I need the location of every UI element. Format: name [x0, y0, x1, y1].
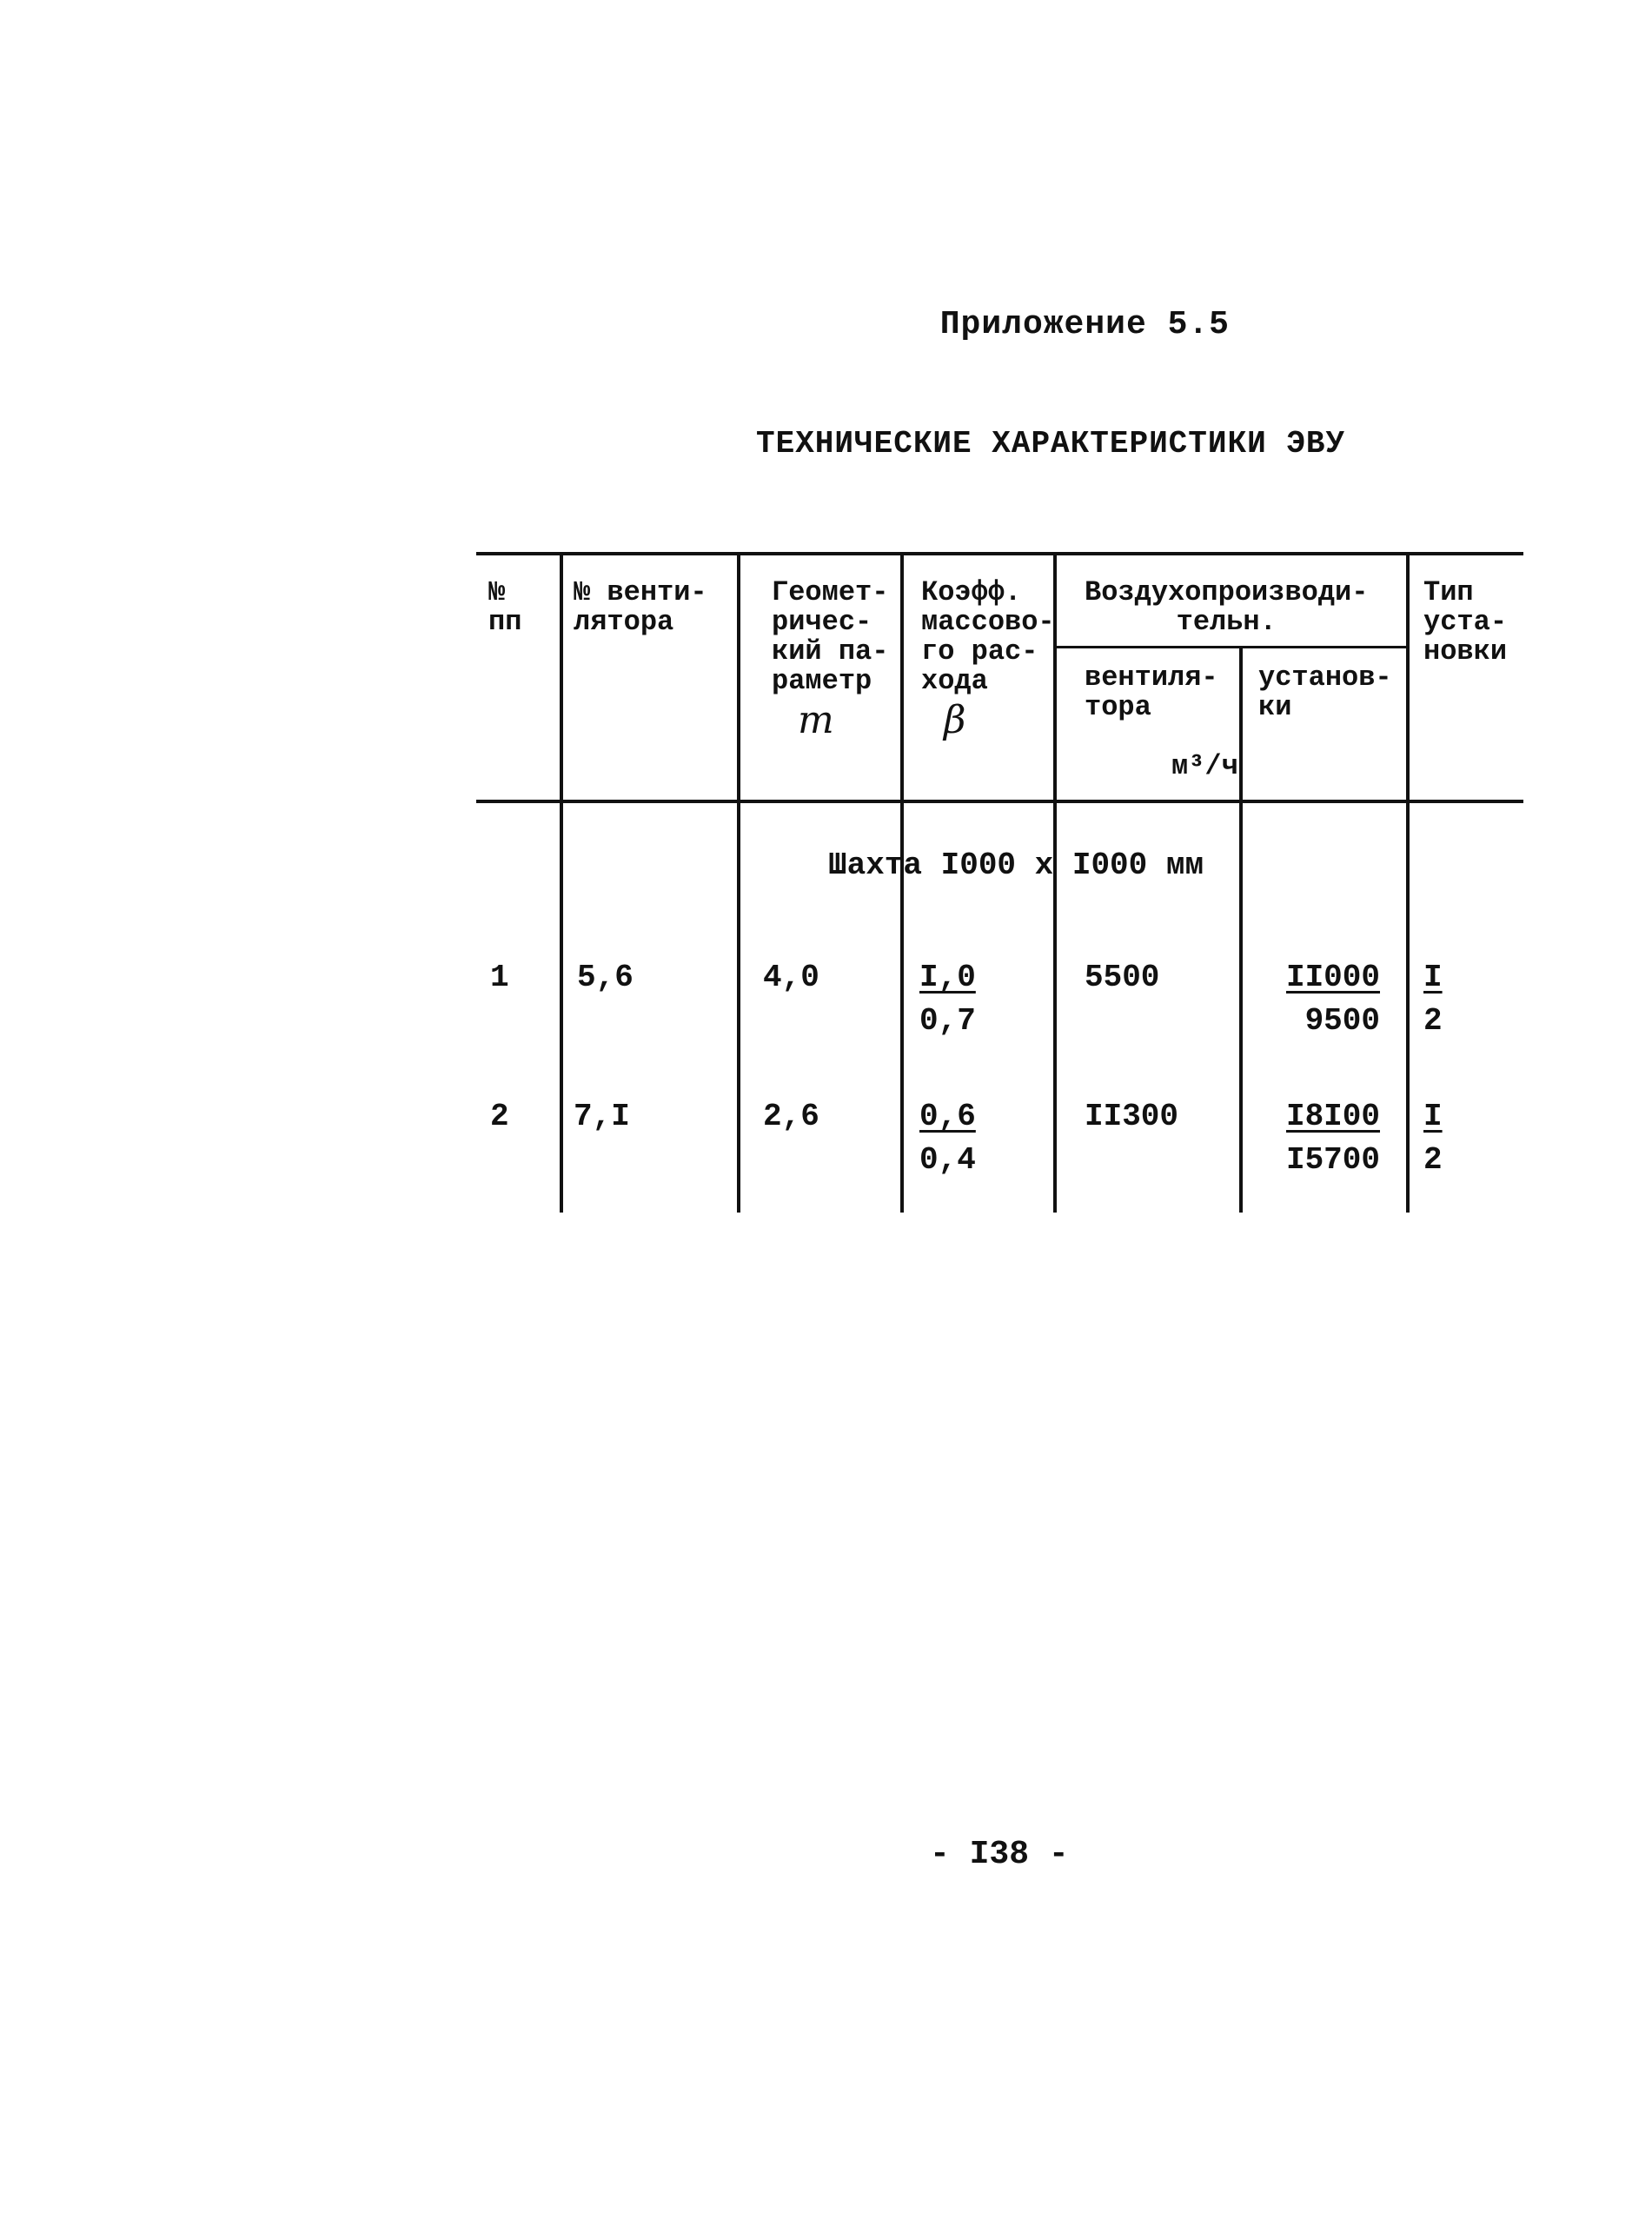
table-header-bottom-rule [476, 800, 1523, 803]
row-1-air-fan: 5500 [1085, 960, 1160, 995]
row-1-type [1423, 956, 1443, 1043]
appendix-label: Приложение 5.5 [939, 306, 1230, 343]
header-installation-type: Тип уста- новки [1423, 576, 1508, 668]
row-1-air-installation [1250, 956, 1380, 1043]
row-2-air-inst-2: I5700 [1285, 1142, 1380, 1178]
header-geometric-parameter: Геомет- ричес- кий па- раметр [772, 576, 889, 697]
geometric-symbol: m [798, 698, 834, 742]
row-2-geom: 2,6 [763, 1099, 819, 1134]
col-divider-2 [737, 552, 740, 1213]
row-1-fan-number: 5,6 [577, 960, 634, 995]
row-2-fan-number: 7,I [574, 1099, 630, 1134]
header-air-fan: вентиля- тора [1085, 661, 1218, 723]
row-2-coef-setting-2: 0,4 [919, 1142, 976, 1178]
col-divider-1 [560, 552, 563, 1213]
section-caption: Шахта I000 х I000 мм [828, 847, 1204, 883]
row-1-geom: 4,0 [763, 960, 819, 995]
header-air-capacity: Воздухопроизводи- тельн. [1085, 576, 1369, 638]
col-divider-6 [1406, 552, 1410, 1213]
row-1-air-inst-2: 9500 [1304, 1003, 1380, 1039]
row-1-air-inst-1: II000 [1285, 960, 1380, 995]
row-1-num: 1 [490, 960, 509, 995]
row-2-type-1: I [1423, 1099, 1443, 1134]
page-number: - I38 - [930, 1836, 1069, 1873]
coefficient-symbol: β [944, 698, 966, 742]
row-2-coef-setting-1: 0,6 [919, 1099, 976, 1134]
col-divider-5 [1239, 646, 1243, 1213]
header-mass-flow-coefficient: Коэфф. массово- го рас- хода [921, 576, 1055, 697]
table-top-rule [476, 552, 1523, 555]
row-1-coef-setting-2: 0,7 [919, 1003, 976, 1039]
header-fan-number: № венти- лятора [574, 576, 707, 638]
row-2-coef [919, 1095, 976, 1182]
row-1-type-2: 2 [1423, 1003, 1443, 1039]
document-title: ТЕХНИЧЕСКИЕ ХАРАКТЕРИСТИКИ ЭВУ [756, 426, 1346, 462]
row-2-air-fan: II300 [1085, 1099, 1179, 1134]
row-1-type-1: I [1423, 960, 1443, 995]
air-subheader-rule [1057, 646, 1408, 648]
row-2-air-inst-1: I8I00 [1285, 1099, 1380, 1134]
header-num: № пп [488, 576, 522, 638]
header-air-installation: установ- ки [1258, 661, 1392, 723]
row-2-type-2: 2 [1423, 1142, 1443, 1178]
row-2-type [1423, 1095, 1443, 1182]
header-air-unit: м³/ч [1171, 750, 1238, 782]
row-2-num: 2 [490, 1099, 509, 1134]
row-1-coef-setting-1: I,0 [919, 960, 976, 995]
row-1-coef [919, 956, 976, 1043]
row-2-air-installation [1250, 1095, 1380, 1182]
specifications-table [476, 552, 1523, 1213]
